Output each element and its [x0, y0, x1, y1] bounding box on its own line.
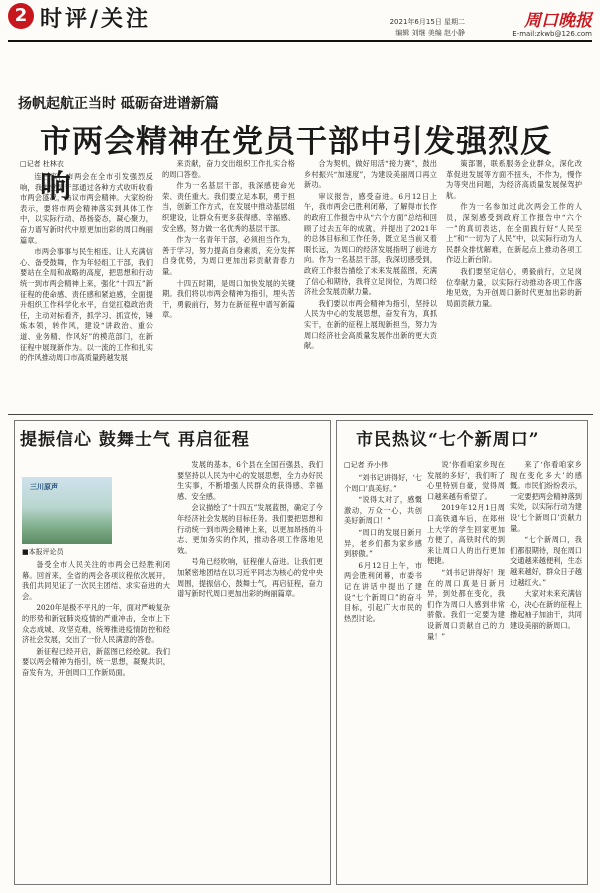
right-story-column-2 [427, 460, 505, 878]
column-tag: ■本报评论员 [22, 548, 64, 556]
paragraph: “刘书记讲得好，‘七个周口’真美好。” [344, 473, 422, 493]
page-number-badge: 2 [8, 3, 34, 29]
issue-meta [355, 17, 465, 39]
paragraph: “刘书记讲得好！现在的周口真是日新月异，到处都在变化，我们作为周口人感到非常骄傲。我们一定要为建设新周口贡献自己的力量！” [427, 567, 505, 641]
paragraph: 作为一名青年干部，必须担当作为，善于学习，努力提高自身素质，充分发挥自身优势，为周口更加出彩贡献青春力量。 [162, 235, 295, 276]
paragraph: 号角已经吹响，征程催人奋进。让我们更加紧密地团结在以习近平同志为核心的党中央周围，提振信心，鼓舞士气，再启征程，奋力谱写新时代周口更加出彩的绚丽篇章。 [177, 557, 323, 599]
paragraph: 大家对未来充满信心，决心在新的征程上撸起袖子加油干，共同建设美丽的新周口。 [510, 589, 582, 630]
paragraph: 说‘你看咱家乡现在发展的多好’，我们听了心里特别自豪，觉得周口越来越有希望了。 [427, 460, 505, 501]
paragraph: 作为一名基层干部，我深感使命光荣、责任重大。我们要立足本职，勇于担当，创新工作方式，在发展中推动基层组织建设，让群众有更多获得感、幸福感、安全感，努力做一名优秀的基层干部。 [162, 181, 295, 233]
paragraph: 我们要坚定信心，勇毅前行，立足岗位奉献力量，以实际行动推动各项工作落地见效，为开创周口新时代更加出彩的新局面贡献力量。 [446, 266, 582, 308]
paragraph: 来了‘你看咱家乡现在变化多大’的感慨。市民们纷纷表示，一定要把两会精神落到实处，以实际行动为建设‘七个新周口’贡献力量。 [510, 460, 582, 533]
paragraph: 十四五时期，是周口加快发展的关键期。我们将以市两会精神为指引，埋头苦干，勇毅前行，努力在新征程中谱写新篇章。 [162, 278, 295, 320]
paragraph: 审议报告，感受奋进。6月12日上午，我市两会已胜利闭幕，了解得市长作的政府工作报告中从“六个方面”总结和回顾了过去五年的成就，并提出了2021年的总体目标和工作任务，既立足当前又着眼长远，为周口的经济发展指明了前进方向。作为一名基层干部，我深切感受到，政府工作报告描绘了未来发展蓝图，充满了信心和期待，我将立足岗位，为周口经济社会发展贡献力量。 [304, 191, 437, 297]
contact-email: E-mail:zkwb@126.com [512, 30, 592, 38]
lead-kicker: 扬帆起航正当时 砥砺奋进谱新篇 [18, 96, 219, 112]
paragraph: 备受全市人民关注的市两会已经胜利闭幕。回首来，全省的两会各项议程依次展开，我们共同见证了一次民主团结、求实奋进的大会。 [22, 560, 170, 601]
paragraph: 来贡献，奋力交出组织工作扎实合格的周口答卷。 [162, 159, 295, 179]
left-story-column-1 [22, 560, 170, 878]
paragraph: 合为契机，做好用活“接力赛”，鼓出乡村振兴“加速度”，为建设美丽周口再立新功。 [304, 159, 437, 190]
section-title: 时评/关注 [40, 6, 152, 32]
paragraph: 作为一名参加过此次两会工作的人员，深刻感受到政府工作报告中“六个一”的真切表达，在全面践行好“人民至上”和“一切为了人民”中，以实际行动为人民群众排忧解难，在新起点上推动各项工作迈上新台阶。 [446, 202, 582, 265]
right-story-byline: □记者 乔小伟 [344, 461, 388, 469]
paragraph: “七个新周口，我们都很期待，现在周口交通越来越便利，生态越来越好，群众日子越过越红火。” [510, 535, 582, 587]
left-story-column-2 [177, 460, 323, 878]
masthead [0, 0, 600, 56]
paragraph: 6月12日上午，市两会胜利闭幕，市委书记在讲话中提出了建设“七个新周口”的奋斗目标，引起广大市民的热烈讨论。 [344, 560, 422, 623]
right-story-title: 市民热议“七个新周口” [356, 430, 540, 450]
paragraph: 策部署，联系服务企业群众，深化改革促进发展等方面不扭头，不作为，慢作为等突出问题，为经济高质量发展保驾护航。 [446, 159, 582, 200]
paragraph: 2019年12月1日周口高铁通车后，在郑州上大学的学生回家更加方便了，高铁时代的到来让周口人的出行更加便捷。 [427, 503, 505, 566]
paragraph: 发展的基本，6个县在全国百强县，我们要坚持以人民为中心的发展思想，全力办好民生实事，不断增强人民群众的获得感、幸福感、安全感。 [177, 460, 323, 501]
paragraph: 连日来，市两会在全市引发强烈反响，我市党员干部通过各种方式收听收看市两会盛况，热议市两会精神。大家纷纷表示，要将市两会精神落实到具体工作中，以实际行动、昂扬姿态，凝心聚力，奋力谱写新时代中原更加出彩的周口绚丽篇章。 [20, 172, 153, 245]
left-story-title: 提振信心 鼓舞士气 再启征程 [20, 430, 250, 450]
lead-headline: 市两会精神在党员干部中引发强烈反响 [40, 124, 552, 205]
section-divider [8, 414, 593, 415]
issue-date: 2021年6月15日 星期二 [389, 18, 465, 26]
issue-editors: 编辑 刘继 美编 赵小静 [395, 29, 465, 37]
paragraph: 市两会事事与民生相连。让人充满信心、备受鼓舞，作为年轻组工干部，我们要站在全局和战略的高度，把思想和行动统一到市两会精神上来，强化“十四五”新征程的使命感、责任感和紧迫感，全面提升组织工作科学化水平，自觉扛稳政治责任，主动对标看齐，抓学习、抓宣传，锤炼本领，转作风，建设“讲政治、重公道、业务精、作风好”的模范部门，在新征程中展现新作为。以一流的工作和扎实的作风推动周口市高质量跨越发展 [20, 247, 153, 363]
right-story-column-1 [344, 473, 422, 878]
paragraph: 新征程已经开启，新蓝图已经绘就。我们要以两会精神为指引，统一思想，凝聚共识，奋发有为，开创周口工作新局面。 [22, 646, 170, 677]
lead-column-4 [446, 159, 582, 410]
paragraph: 我们要以市两会精神为指引，坚持以人民为中心的发展思想，奋发有为，真抓实干，在新的征程上展现新担当，努力为周口经济社会高质量发展作出新的更大贡献。 [304, 298, 437, 351]
lead-column-1 [20, 172, 153, 410]
lead-byline: □记者 杜林衣 [20, 160, 64, 168]
paragraph: 2020年是极不平凡的一年，面对严峻复杂的形势和新冠肺炎疫情的严重冲击，全市上下众志成城、攻坚克难，统筹推进疫情防控和经济社会发展，交出了一份人民满意的答卷。 [22, 603, 170, 645]
photo-label: 三川原声 [30, 483, 58, 491]
masthead-rule [8, 40, 592, 42]
paragraph: “说得太对了，感慨激动，万众一心，共创美好新周口！” [344, 495, 422, 526]
lead-column-3 [304, 159, 437, 410]
paragraph: “周口的发展日新月异，老乡们都为家乡感到骄傲。” [344, 527, 422, 559]
lead-column-2 [162, 159, 295, 410]
right-story-column-3 [510, 460, 582, 878]
newspaper-logo: 周口晚报 [524, 11, 592, 31]
paragraph: 会议描绘了“十四五”发展蓝图，确定了今年经济社会发展的目标任务。我们要把思想和行动统一到市两会精神上来，以更加昂扬的斗志、更加务实的作风，推动各项工作落地见效。 [177, 503, 323, 555]
